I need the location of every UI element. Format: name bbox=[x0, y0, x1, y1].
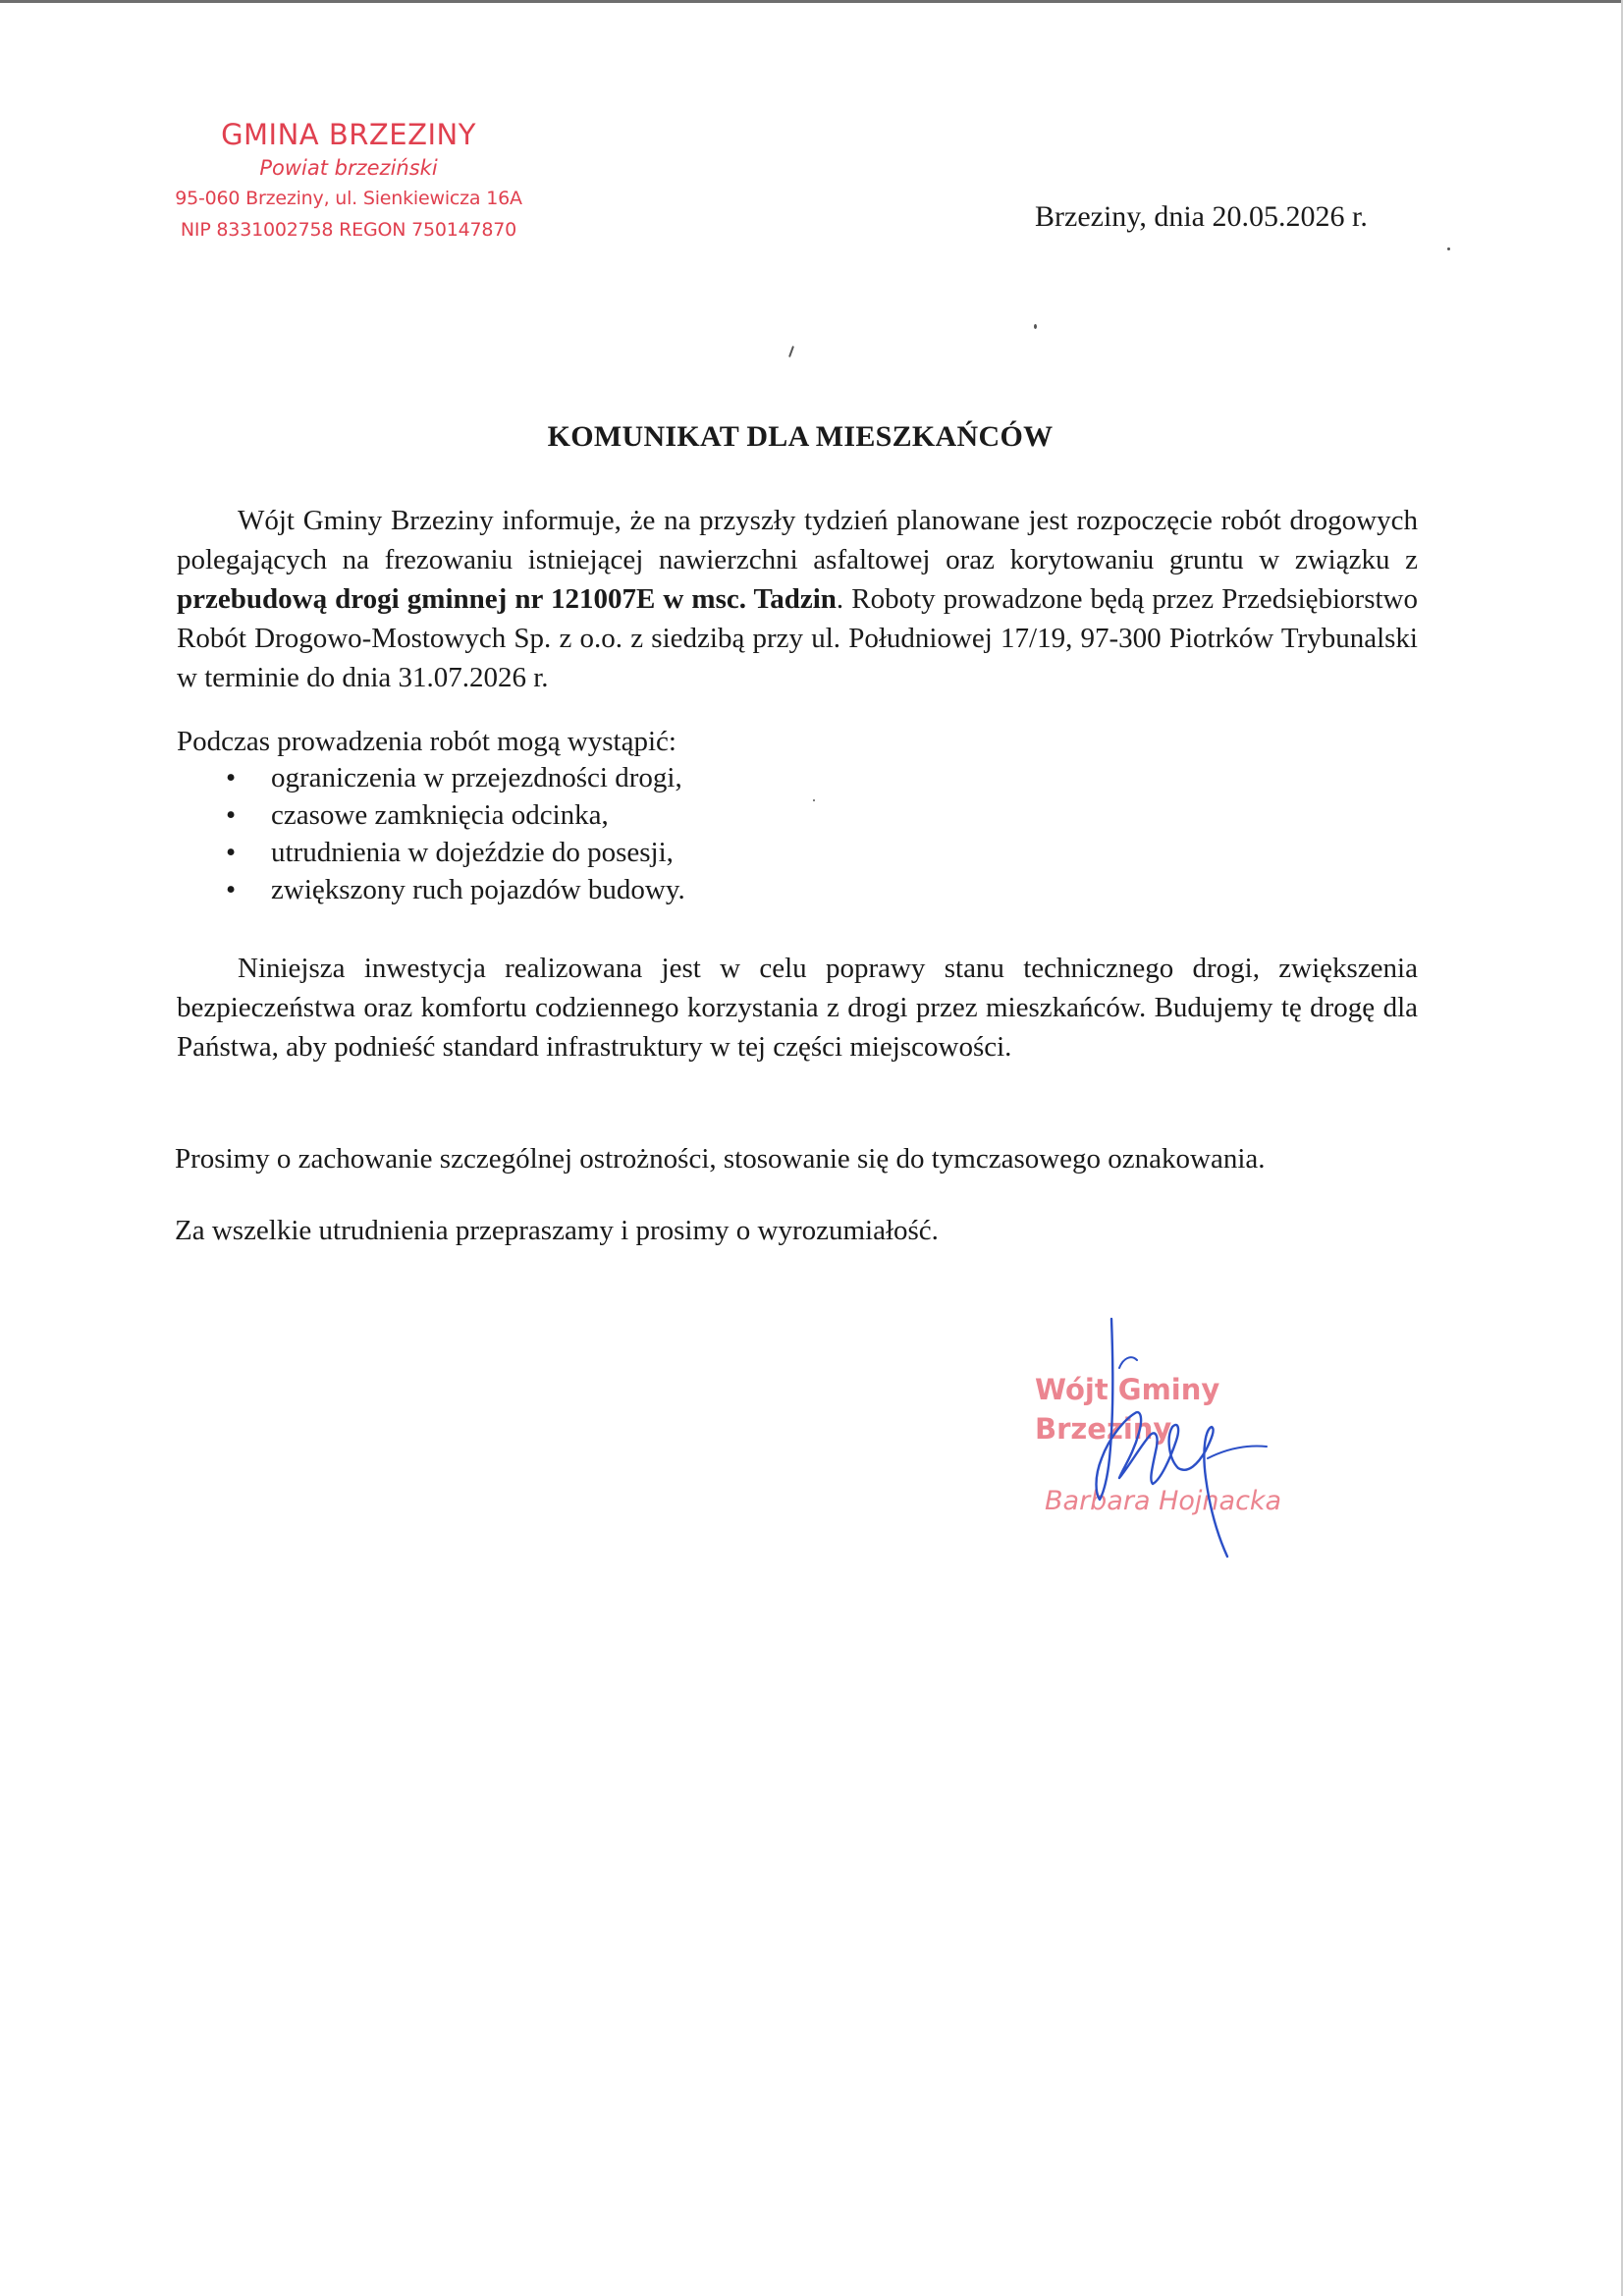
scan-speck bbox=[788, 346, 794, 357]
signature-stamp-title: Wójt Gminy Brzeziny bbox=[1035, 1373, 1220, 1446]
list-item-text: czasowe zamknięcia odcinka, bbox=[271, 799, 609, 831]
paragraph2-text: Niniejsza inwestycja realizowana jest w celu poprawy stanu technicznego drogi, zwiększenia bezpieczeństwa oraz komfortu codziennego korzystania z drogi przez mieszkańców. Budujemy tę drogę dla Państwa, aby podnieść standard infrastruktury w tej części miejscowości. bbox=[177, 953, 1418, 1063]
scan-speck bbox=[813, 799, 815, 801]
paragraph1-bold: przebudową drogi gminnej nr 121007E w msc. Tadzin bbox=[177, 583, 837, 615]
bullet-dot-icon: • bbox=[226, 762, 237, 793]
list-item bbox=[177, 759, 685, 796]
paragraph-apology: Za wszelkie utrudnienia przepraszamy i prosimy o wyrozumiałość. bbox=[175, 1215, 939, 1246]
handwritten-signature-icon bbox=[1080, 1311, 1306, 1566]
stamp-subtitle: Powiat brzeziński bbox=[259, 156, 438, 180]
list-item-text: ograniczenia w przejezdności drogi, bbox=[271, 762, 682, 793]
paragraph-investment bbox=[177, 949, 1418, 1066]
scan-speck bbox=[1034, 324, 1037, 329]
list-item bbox=[177, 871, 685, 908]
stamp-ids: NIP 8331002758 REGON 750147870 bbox=[180, 219, 517, 241]
stamp-title: GMINA BRZEZINY bbox=[221, 118, 476, 151]
paragraph1-after: . Roboty prowadzone będą przez Przedsiębiorstwo Robót Drogowo-Mostowych Sp. z o.o. z siedzibą przy ul. Południowej 17/19, 97-300 Piotrków Trybunalski w terminie do dnia 31.07.2026 r. bbox=[177, 583, 1419, 693]
list-item-text: zwiększony ruch pojazdów budowy. bbox=[271, 874, 685, 905]
paragraph-announcement bbox=[177, 501, 1418, 697]
scan-speck bbox=[1447, 247, 1450, 250]
bullet-dot-icon: • bbox=[226, 874, 237, 905]
list-item bbox=[177, 796, 685, 834]
paragraph-caution: Prosimy o zachowanie szczególnej ostrożności, stosowanie się do tymczasowego oznakowania. bbox=[175, 1143, 1266, 1175]
stamp-address: 95-060 Brzeziny, ul. Sienkiewicza 16A bbox=[175, 188, 522, 209]
signature-stamp-name: Barbara Hojnacka bbox=[1045, 1486, 1282, 1516]
bullet-dot-icon: • bbox=[226, 799, 237, 831]
paragraph1-before: Wójt Gminy Brzeziny informuje, że na przyszły tydzień planowane jest rozpoczęcie robót drogowych polegających na frezowaniu istniejącej nawierzchni asfaltowej oraz korytowaniu gruntu w związku z bbox=[177, 505, 1418, 575]
page-top-edge bbox=[0, 0, 1623, 3]
list-item bbox=[177, 834, 685, 871]
date-line: Brzeziny, dnia 20.05.2026 r. bbox=[1035, 200, 1368, 233]
municipality-stamp bbox=[157, 116, 540, 246]
page-title: KOMUNIKAT DLA MIESZKAŃCÓW bbox=[547, 420, 1054, 453]
bullet-dot-icon: • bbox=[226, 837, 237, 868]
list-item-text: utrudnienia w dojeździe do posesji, bbox=[271, 837, 674, 868]
impact-list bbox=[177, 759, 685, 908]
list-intro: Podczas prowadzenia robót mogą wystąpić: bbox=[177, 726, 676, 757]
